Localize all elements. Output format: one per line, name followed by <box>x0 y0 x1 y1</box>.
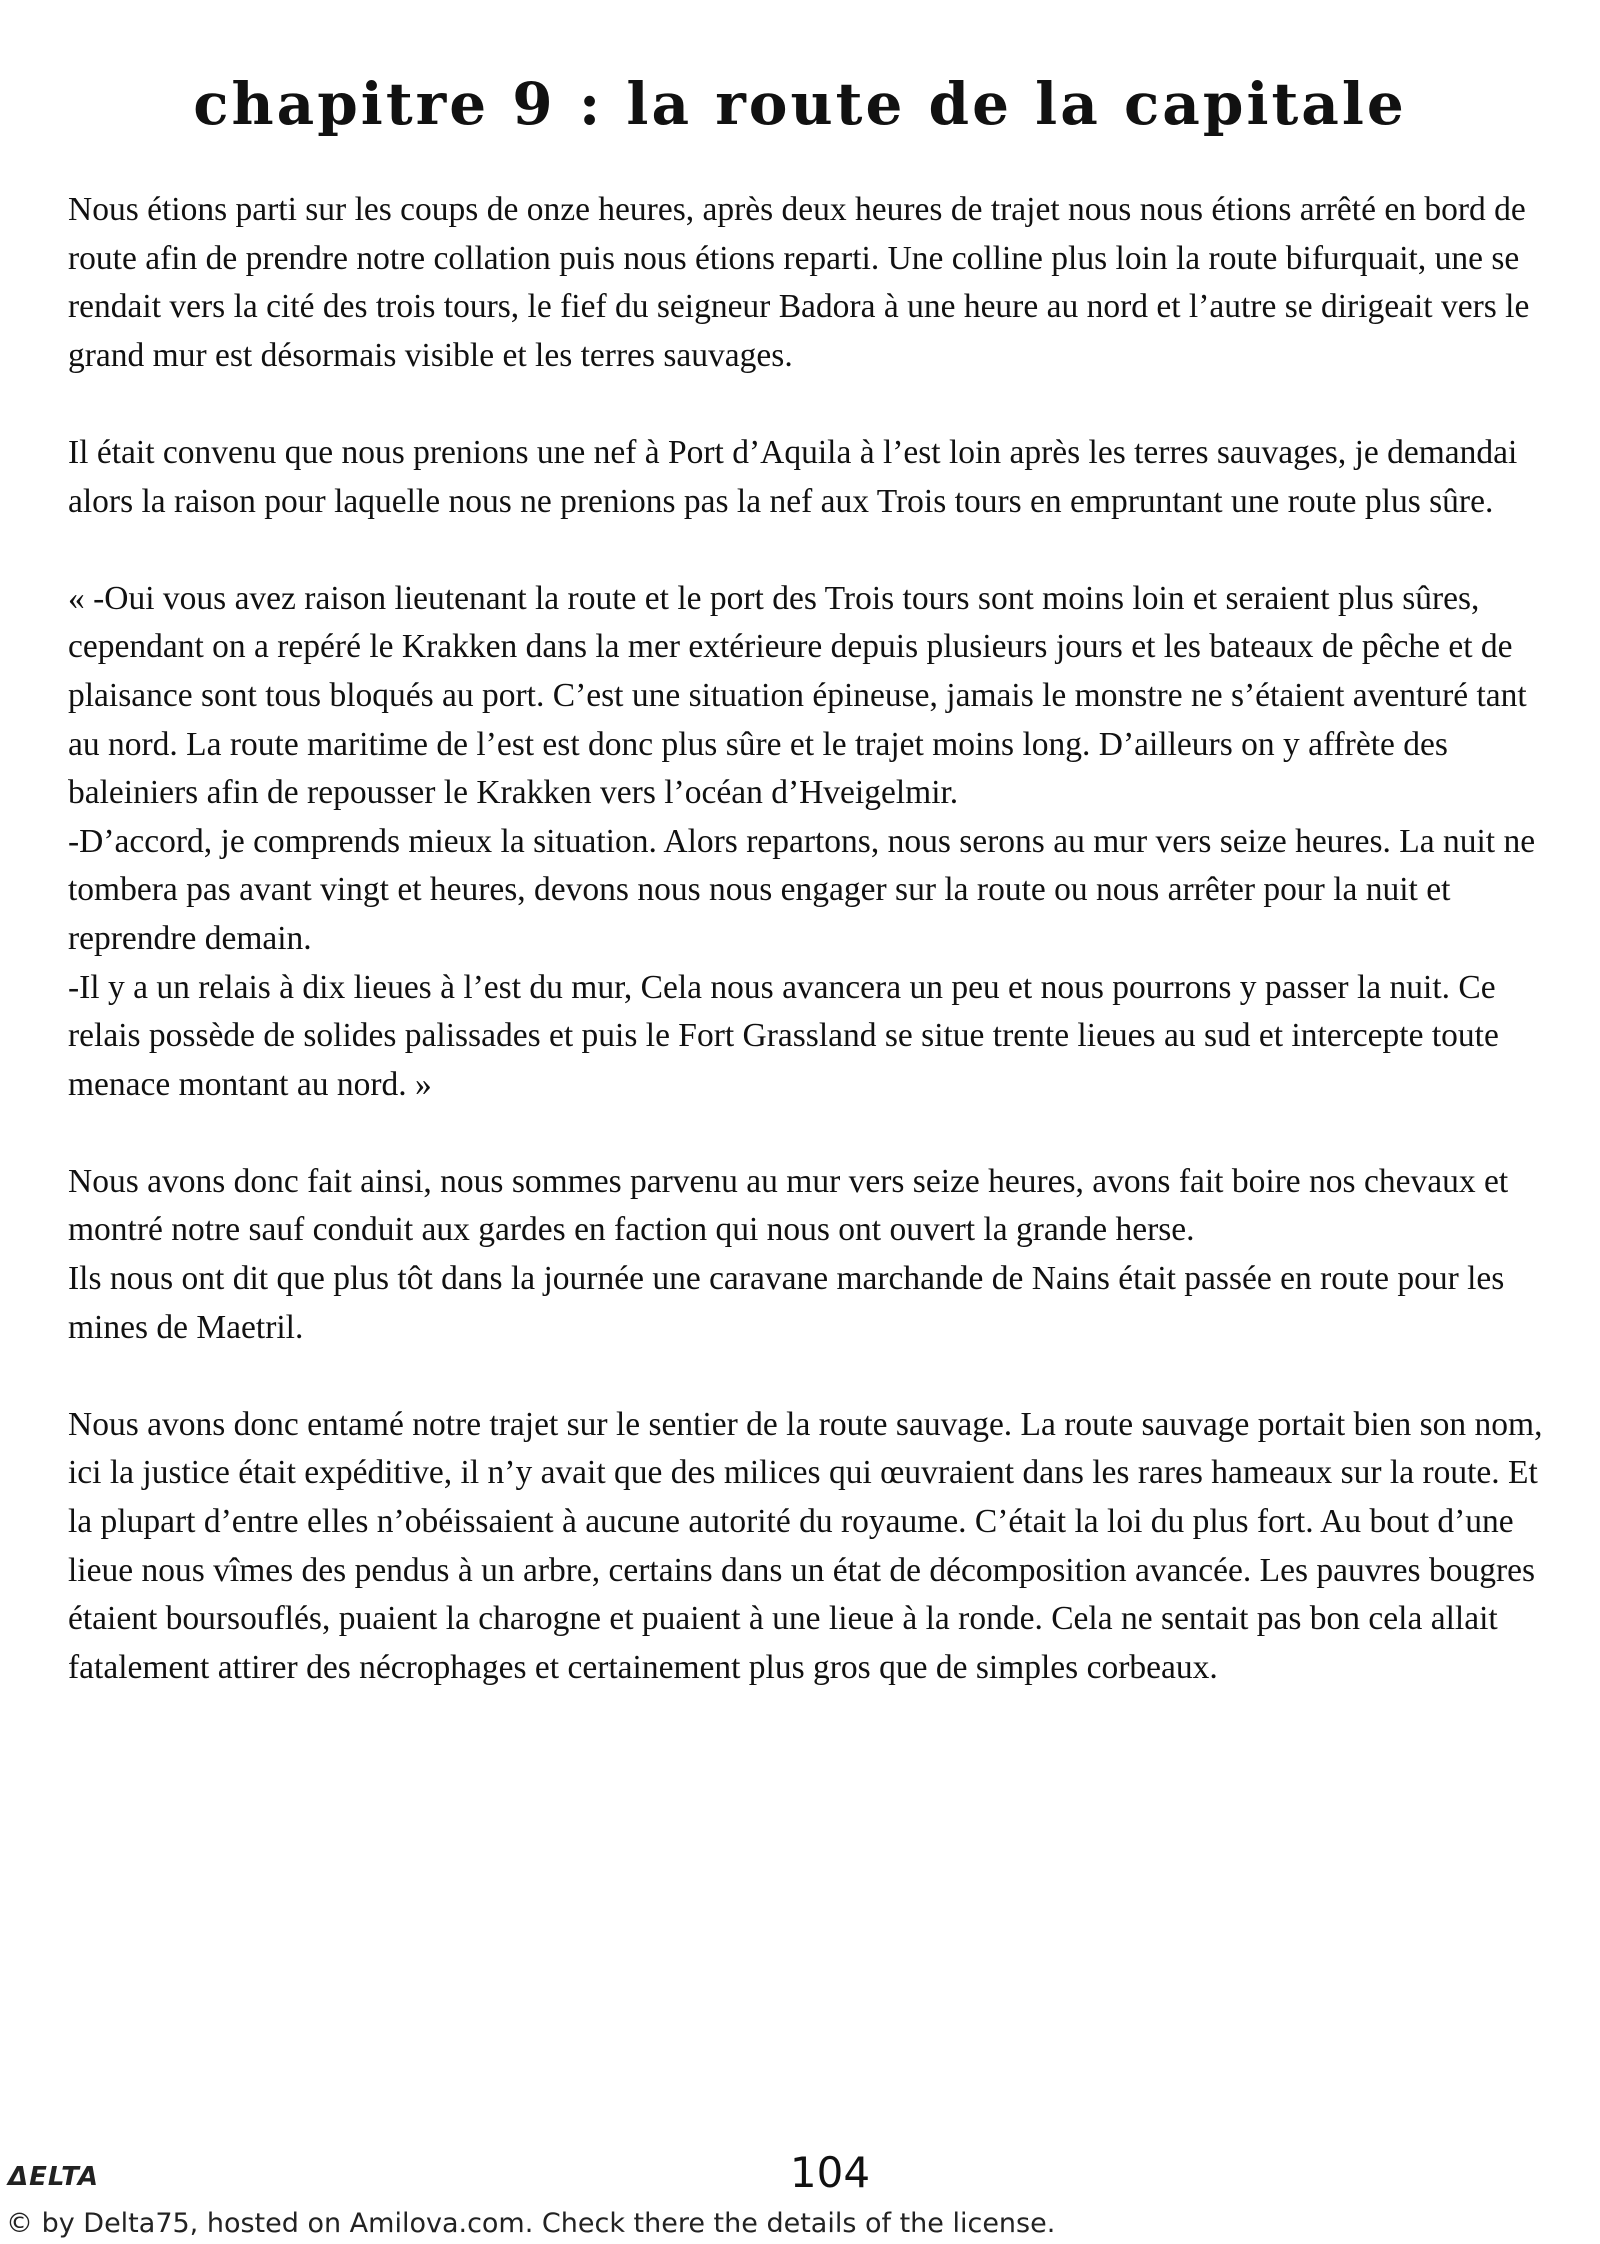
paragraph-5: -Il y a un relais à dix lieues à l’est du mur, Cela nous avancera un peu et nous pourrons y passer la nuit. Ce relais possède de solides palissades et puis le Fort Grassland se situe trente lieues au sud et intercepte toute menace montant au nord. » <box>68 968 1499 1103</box>
paragraph-3: « -Oui vous avez raison lieutenant la route et le port des Trois tours sont moins loin et seraient plus sûres, cependant on a repéré le Krakken dans la mer extérieure depuis plusieurs jours et les bateaux de pêche et de plaisance sont tous bloqués au port. C’est une situation épineuse, jamais le monstre ne s’étaient aventuré tant au nord. La route maritime de l’est est donc plus sûre et le trajet moins long. D’ailleurs on y affrète des baleiniers afin de repousser le Krakken vers l’océan d’Hveigelmir. <box>68 579 1527 812</box>
paragraph-1: Nous étions parti sur les coups de onze heures, après deux heures de trajet nous nous étions arrêté en bord de route afin de prendre notre collation puis nous étions reparti. Une colline plus loin la route bifurquait, une se rendait vers la cité des trois tours, le fief du seigneur Badora à une heure au nord et l’autre se dirigeait vers le grand mur est désormais visible et les terres sauvages. <box>68 191 1530 374</box>
paragraph-spacer <box>68 1352 1563 1401</box>
delta-logo: ΔELTA <box>8 2162 99 2192</box>
paragraph-2: Il était convenu que nous prenions une nef à Port d’Aquila à l’est loin après les terres sauvages, je demandai alors la raison pour laquelle nous ne prenions pas la nef aux Trois tours en empruntant une route plus sûre. <box>68 433 1518 520</box>
page-number: 104 <box>789 2148 871 2197</box>
chapter-body <box>68 186 1563 1692</box>
paragraph-7: Ils nous ont dit que plus tôt dans la journée une caravane marchande de Nains était passée en route pour les mines de Maetril. <box>68 1260 1505 1346</box>
paragraph-spacer <box>68 1109 1563 1158</box>
paragraph-4: -D’accord, je comprends mieux la situation. Alors repartons, nous serons au mur vers seize heures. La nuit ne tombera pas avant vingt et heures, devons nous nous engager sur la route ou nous arrêter pour la nuit et reprendre demain. <box>68 822 1536 957</box>
paragraph-spacer <box>68 380 1563 429</box>
paragraph-6: Nous avons donc fait ainsi, nous sommes parvenu au mur vers seize heures, avons fait boire nos chevaux et montré notre sauf conduit aux gardes en faction qui nous ont ouvert la grande herse. <box>68 1162 1509 1249</box>
paragraph-8: Nous avons donc entamé notre trajet sur le sentier de la route sauvage. La route sauvage portait bien son nom, ici la justice était expéditive, il n’y avait que des milices qui œuvraient dans les rares hameaux sur la route. Et la plupart d’entre elles n’obéissaient à aucune autorité du royaume. C’était la loi du plus fort. Au bout d’une lieue nous vîmes des pendus à un arbre, certains dans un état de décomposition avancée. Les pauvres bougres étaient boursouflés, puaient la charogne et puaient à une lieue à la ronde. Cela ne sentait pas bon cela allait fatalement attirer des nécrophages et certainement plus gros que de simples corbeaux. <box>68 1405 1543 1686</box>
paragraph-spacer <box>68 526 1563 575</box>
chapter-title: chapitre 9 : la route de la capitale <box>193 70 1407 138</box>
copyright-notice: © by Delta75, hosted on Amilova.com. Check there the details of the license. <box>6 2208 1056 2239</box>
